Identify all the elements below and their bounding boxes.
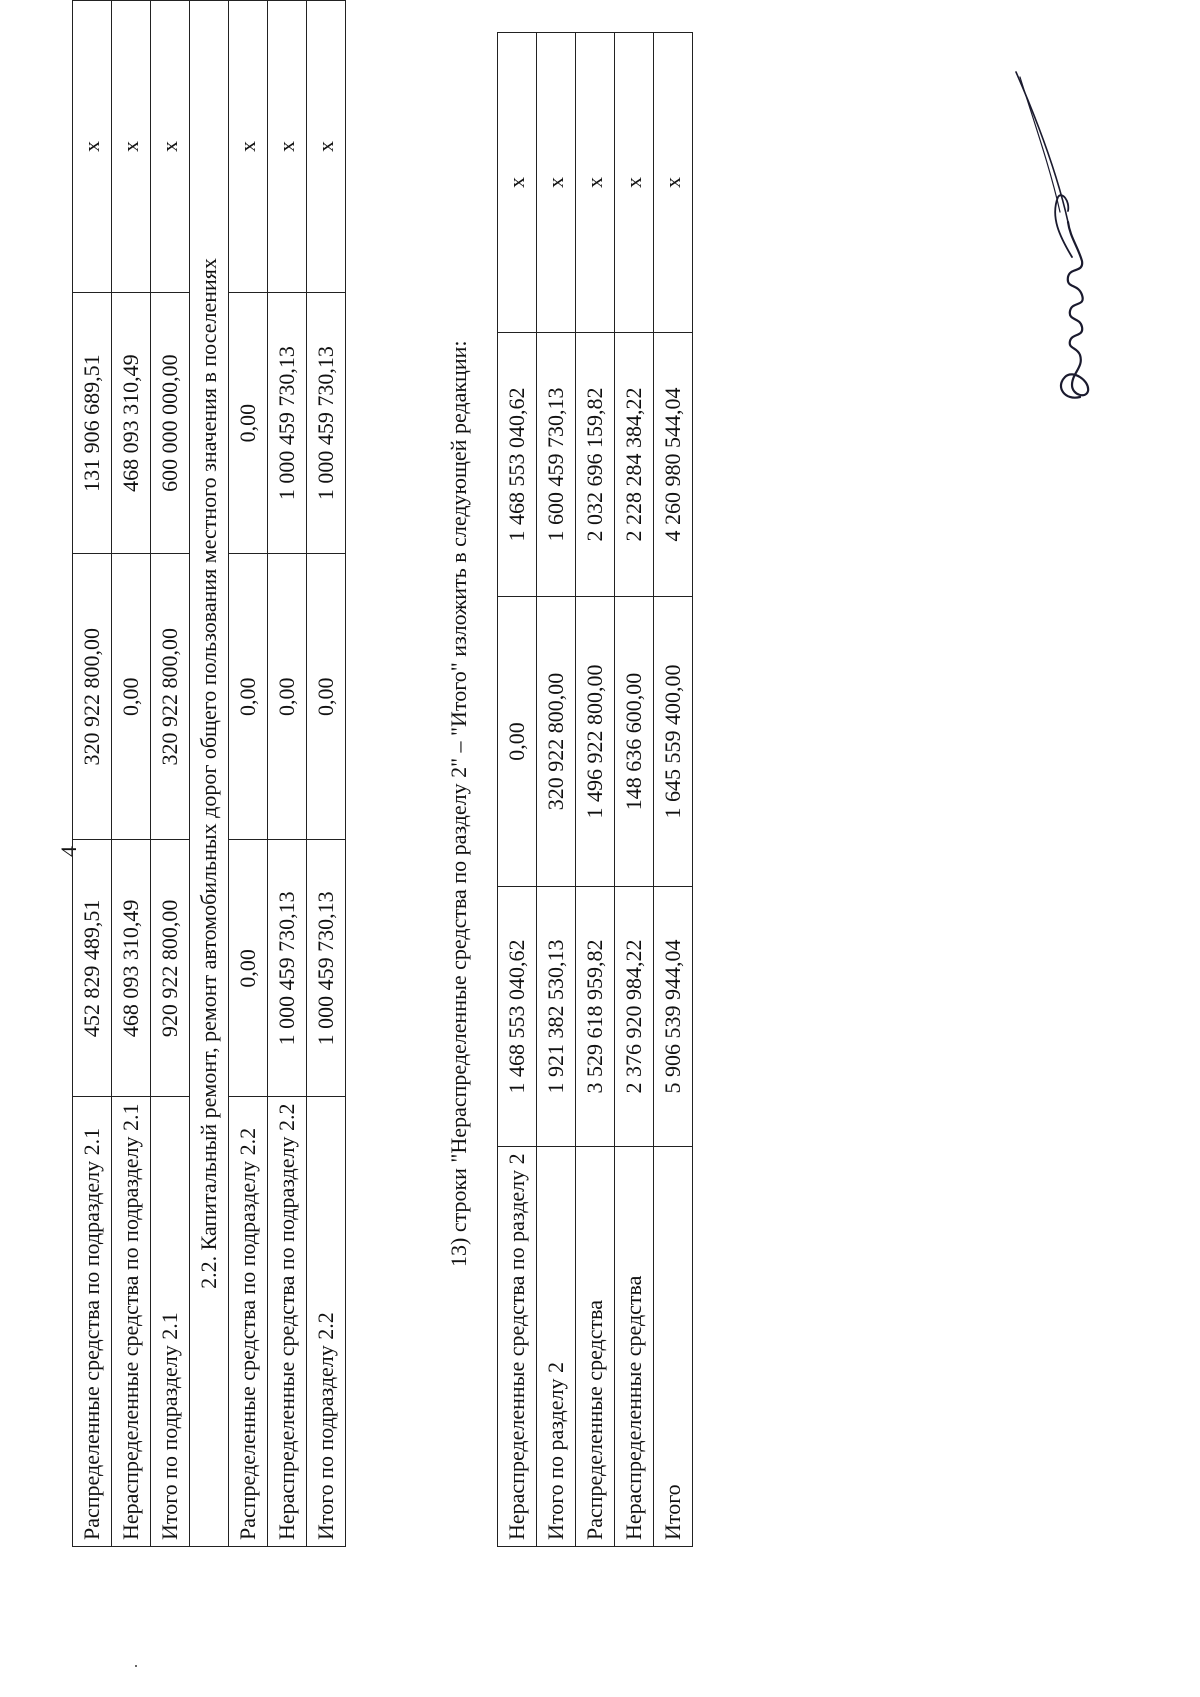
- cell-value: 0,00: [229, 554, 268, 840]
- table-row: [576, 33, 615, 1547]
- cell-value: 5 906 539 944,04: [654, 887, 693, 1147]
- cell-value: 468 093 310,49: [112, 840, 151, 1097]
- cell-value: х: [73, 1, 112, 293]
- section-title: 2.2. Капитальный ремонт, ремонт автомобильных дорог общего пользования местного значения в поселениях: [190, 1, 229, 1547]
- cell-value: х: [576, 33, 615, 333]
- cell-value: 0,00: [307, 554, 346, 840]
- cell-value: 0,00: [112, 554, 151, 840]
- cell-value: 320 922 800,00: [151, 554, 190, 840]
- scan-dot: [135, 1665, 137, 1667]
- table-row: [73, 1, 112, 1547]
- cell-value: 452 829 489,51: [73, 840, 112, 1097]
- row-label: Нераспределенные средства: [615, 1147, 654, 1547]
- cell-value: х: [498, 33, 537, 333]
- cell-value: 1 645 559 400,00: [654, 597, 693, 887]
- cell-value: 1 600 459 730,13: [537, 333, 576, 597]
- row-label: Распределенные средства по подразделу 2.1: [73, 1097, 112, 1547]
- amendment-sentence: 13) строки "Нераспределенные средства по разделу 2" – "Итого" изложить в следующей редакции:: [446, 340, 471, 1267]
- row-label: Распределенные средства по подразделу 2.2: [229, 1097, 268, 1547]
- row-label: Итого по подразделу 2.2: [307, 1097, 346, 1547]
- cell-value: х: [112, 1, 151, 293]
- table-row: [307, 1, 346, 1547]
- cell-value: 131 906 689,51: [73, 293, 112, 554]
- table-row: [615, 33, 654, 1547]
- cell-value: 0,00: [229, 293, 268, 554]
- page-number: 4: [56, 846, 81, 857]
- cell-value: 320 922 800,00: [73, 554, 112, 840]
- row-label: Нераспределенные средства по разделу 2: [498, 1147, 537, 1547]
- cell-value: 0,00: [268, 554, 307, 840]
- cell-value: 2 228 284 384,22: [615, 333, 654, 597]
- cell-value: х: [615, 33, 654, 333]
- cell-value: х: [229, 1, 268, 293]
- row-label: Итого по подразделу 2.1: [151, 1097, 190, 1547]
- cell-value: 600 000 000,00: [151, 293, 190, 554]
- cell-value: 1 921 382 530,13: [537, 887, 576, 1147]
- table-row: [654, 33, 693, 1547]
- cell-value: 0,00: [498, 597, 537, 887]
- cell-value: х: [268, 1, 307, 293]
- table-row: [498, 33, 537, 1547]
- cell-value: 0,00: [229, 840, 268, 1097]
- table-section-totals: [497, 32, 693, 1547]
- cell-value: 1 000 459 730,13: [307, 840, 346, 1097]
- cell-value: 920 922 800,00: [151, 840, 190, 1097]
- row-label: Нераспределенные средства по подразделу 2.1: [112, 1097, 151, 1547]
- cell-value: х: [151, 1, 190, 293]
- cell-value: 1 468 553 040,62: [498, 333, 537, 597]
- table-row: [537, 33, 576, 1547]
- cell-value: 1 000 459 730,13: [307, 293, 346, 554]
- cell-value: 1 468 553 040,62: [498, 887, 537, 1147]
- cell-value: х: [307, 1, 346, 293]
- table-row: [112, 1, 151, 1547]
- cell-value: х: [654, 33, 693, 333]
- cell-value: х: [537, 33, 576, 333]
- cell-value: 148 636 600,00: [615, 597, 654, 887]
- cell-value: 2 376 920 984,22: [615, 887, 654, 1147]
- row-label: Нераспределенные средства по подразделу 2.2: [268, 1097, 307, 1547]
- section-title-row: [190, 1, 229, 1547]
- table-subsections: [72, 0, 346, 1547]
- cell-value: 468 093 310,49: [112, 293, 151, 554]
- cell-value: 1 000 459 730,13: [268, 840, 307, 1097]
- cell-value: 1 000 459 730,13: [268, 293, 307, 554]
- row-label: Итого по разделу 2: [537, 1147, 576, 1547]
- table-row: [229, 1, 268, 1547]
- cell-value: 4 260 980 544,04: [654, 333, 693, 597]
- row-label: Итого: [654, 1147, 693, 1547]
- cell-value: 2 032 696 159,82: [576, 333, 615, 597]
- row-label: Распределенные средства: [576, 1147, 615, 1547]
- handwritten-signature-icon: [1010, 67, 1140, 407]
- cell-value: 3 529 618 959,82: [576, 887, 615, 1147]
- table-row: [151, 1, 190, 1547]
- table-row: [268, 1, 307, 1547]
- cell-value: 320 922 800,00: [537, 597, 576, 887]
- cell-value: 1 496 922 800,00: [576, 597, 615, 887]
